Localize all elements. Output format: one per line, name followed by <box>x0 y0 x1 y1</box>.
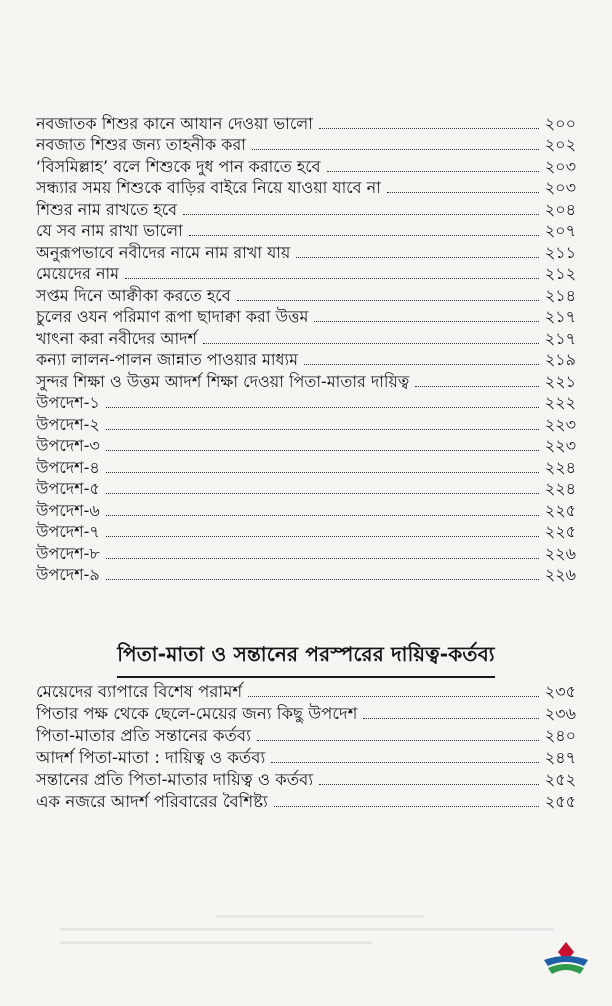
dot-leader <box>252 149 539 150</box>
toc-page-number: ২২৬ <box>544 565 576 584</box>
toc-page-number: ২২৪ <box>544 479 576 498</box>
toc-row <box>36 542 576 564</box>
toc-page-number: ২০২ <box>544 135 576 154</box>
toc-row <box>36 263 576 285</box>
toc-title: উপদেশ-৩ <box>36 436 100 455</box>
toc-row <box>36 112 576 134</box>
section-heading: পিতা-মাতা ও সন্তানের পরস্পরের দায়িত্ব-কর্তব্য <box>117 640 494 678</box>
toc-title: যে সব নাম রাখা ভালো <box>36 221 183 240</box>
dot-leader <box>415 386 539 387</box>
toc-row <box>36 435 576 457</box>
toc-row <box>36 499 576 521</box>
toc-page-number: ২২৩ <box>544 436 576 455</box>
toc-page-number: ২৩৫ <box>544 682 576 701</box>
toc-row <box>36 370 576 392</box>
toc-row <box>36 220 576 242</box>
toc-page-number: ২২৬ <box>544 543 576 563</box>
toc-page-number: ২১২ <box>544 264 576 283</box>
toc-page-number: ২০৭ <box>544 221 576 240</box>
toc-title: পিতার পক্ষ থেকে ছেলে-মেয়ের জন্য কিছু উপদেশ <box>36 704 358 723</box>
toc-page-number: ২৩৬ <box>544 704 576 723</box>
dot-leader <box>106 472 539 473</box>
toc-page-number: ২২৫ <box>544 500 576 520</box>
dot-leader <box>363 718 538 719</box>
dot-leader <box>106 493 539 494</box>
toc-title: উপদেশ-১ <box>36 393 100 412</box>
toc-title: চুলের ওযন পরিমাণ রূপা ছাদাক্বা করা উত্তম <box>36 307 309 326</box>
dot-leader <box>274 806 539 807</box>
toc-page-number: ২০৪ <box>544 199 576 219</box>
dot-leader <box>304 364 539 365</box>
toc-title: মেয়েদের নাম <box>36 264 120 283</box>
dot-leader <box>248 696 539 697</box>
toc-page-number: ২৫৫ <box>544 792 576 811</box>
toc-page-number: ২২৪ <box>544 457 576 477</box>
toc-row <box>36 564 576 586</box>
toc-list-part2 <box>36 680 576 812</box>
section-heading-wrap <box>0 640 612 678</box>
toc-title: সন্ধ্যার সময় শিশুকে বাড়ির বাইরে নিয়ে যাওয়া যাবে না <box>36 178 381 197</box>
toc-page-number: ২১৪ <box>544 285 576 305</box>
toc-title: উপদেশ-৫ <box>36 479 100 498</box>
toc-row <box>36 306 576 328</box>
toc-row <box>36 724 576 746</box>
toc-row <box>36 521 576 543</box>
dot-leader <box>296 257 538 258</box>
dot-leader <box>319 128 539 129</box>
toc-title: আদর্শ পিতা-মাতা : দায়িত্ব ও কর্তব্য <box>36 748 266 767</box>
dot-leader <box>271 762 539 763</box>
toc-page-number: ২৫২ <box>544 770 576 789</box>
dot-leader <box>314 321 538 322</box>
dot-leader <box>203 343 539 344</box>
toc-title: উপদেশ-৪ <box>36 457 100 477</box>
toc-row <box>36 702 576 724</box>
toc-title: সন্তানের প্রতি পিতা-মাতার দায়িত্ব ও কর্তব্য <box>36 770 314 789</box>
toc-page-number: ২২২ <box>544 393 576 412</box>
toc-page-number: ২৪৭ <box>544 748 576 767</box>
bleed-through-text <box>60 905 580 955</box>
toc-title: খাৎনা করা নবীদের আদর্শ <box>36 328 197 348</box>
toc-title: মেয়েদের ব্যাপারে বিশেষ পরামর্শ <box>36 682 243 701</box>
dot-leader <box>125 278 539 279</box>
toc-row <box>36 198 576 220</box>
dot-leader <box>189 235 539 236</box>
dot-leader <box>327 171 539 172</box>
toc-title: সপ্তম দিনে আক্বীকা করতে হবে <box>36 285 231 305</box>
dot-leader <box>106 429 539 430</box>
dot-leader <box>183 214 539 215</box>
toc-page-number: ২০০ <box>544 113 576 133</box>
toc-row <box>36 478 576 500</box>
toc-page-number: ২১১ <box>544 242 576 262</box>
toc-row <box>36 327 576 349</box>
publisher-logo-icon <box>540 938 592 982</box>
toc-row <box>36 768 576 790</box>
dot-leader <box>106 536 539 537</box>
dot-leader <box>106 579 539 580</box>
dot-leader <box>237 300 539 301</box>
toc-row <box>36 349 576 371</box>
toc-title: উপদেশ-৭ <box>36 522 100 541</box>
toc-row <box>36 413 576 435</box>
dot-leader <box>106 515 539 516</box>
toc-title: উপদেশ-৬ <box>36 500 100 520</box>
toc-page-number: ২২১ <box>544 371 576 391</box>
toc-title: উপদেশ-৯ <box>36 565 100 584</box>
toc-page-number: ২০৩ <box>544 178 576 197</box>
dot-leader <box>257 740 539 741</box>
toc-title: এক নজরে আদর্শ পরিবারের বৈশিষ্ট্য <box>36 792 268 811</box>
toc-title: সুন্দর শিক্ষা ও উত্তম আদর্শ শিক্ষা দেওয়া পিতা-মাতার দায়িত্ব <box>36 371 410 391</box>
toc-row <box>36 392 576 414</box>
dot-leader <box>387 192 539 193</box>
toc-row <box>36 177 576 199</box>
toc-list-part1 <box>36 112 576 585</box>
toc-row <box>36 155 576 177</box>
toc-page-number: ২২৩ <box>544 414 576 434</box>
toc-title: অনুরূপভাবে নবীদের নামে নাম রাখা যায় <box>36 242 291 262</box>
toc-page-number: ২১৯ <box>544 350 576 369</box>
toc-title: পিতা-মাতার প্রতি সন্তানের কর্তব্য <box>36 726 251 745</box>
toc-title: নবজাতক শিশুর কানে আযান দেওয়া ভালো <box>36 113 313 133</box>
toc-title: কন্যা লালন-পালন জান্নাত পাওয়ার মাধ্যম <box>36 350 299 369</box>
dot-leader <box>106 407 539 408</box>
toc-row <box>36 790 576 812</box>
toc-title: ‘বিসমিল্লাহ’ বলে শিশুকে দুধ পান করাতে হবে <box>36 156 321 176</box>
toc-row <box>36 456 576 478</box>
toc-title: উপদেশ-৮ <box>36 543 100 563</box>
toc-row <box>36 746 576 768</box>
toc-page-number: ২০৩ <box>544 156 576 176</box>
toc-title: শিশুর নাম রাখতে হবে <box>36 199 178 219</box>
toc-row <box>36 284 576 306</box>
toc-page-number: ২১৭ <box>544 328 576 348</box>
toc-page-number: ২২৫ <box>544 522 576 541</box>
toc-title: নবজাত শিশুর জন্য তাহনীক করা <box>36 135 246 154</box>
toc-page-number: ২৪০ <box>544 726 576 745</box>
toc-row <box>36 241 576 263</box>
dot-leader <box>106 450 539 451</box>
dot-leader <box>319 784 539 785</box>
dot-leader <box>106 558 539 559</box>
toc-row <box>36 134 576 156</box>
toc-row <box>36 680 576 702</box>
toc-title: উপদেশ-২ <box>36 414 100 434</box>
toc-page-number: ২১৭ <box>544 307 576 326</box>
